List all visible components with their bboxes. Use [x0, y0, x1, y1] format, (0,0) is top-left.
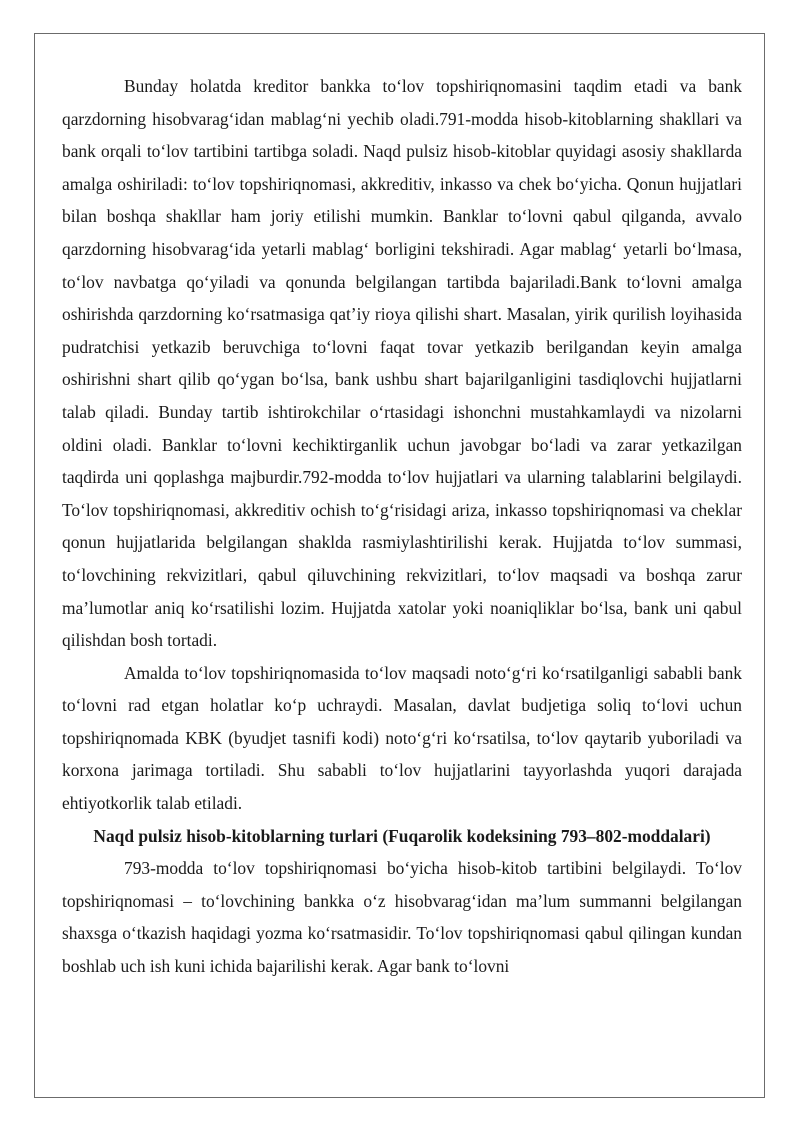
paragraph-1: Bunday holatda kreditor bankka to‘lov topshiriqnomasini taqdim etadi va bank qarzdorning hisobvarag‘idan mablag‘ni yechib oladi.791-modda hisob-kitoblarning shakllari va bank orqali to‘lov tartibini tartibga soladi. Naqd pulsiz hisob-kitoblar quyidagi asosiy shakllarda amalga oshiriladi: to‘lov topshiriqnomasi, akkreditiv, inkasso va chek bo‘yicha. Qonun hujjatlari bilan boshqa shakllar ham joriy etilishi mumkin. Banklar to‘lovni qabul qilganda, avvalo qarzdorning hisobvarag‘ida yetarli mablag‘ borligini tekshiradi. Agar mablag‘ yetarli bo‘lmasa, to‘lov navbatga qo‘yiladi va qonunda belgilangan tartibda bajariladi.Bank to‘lovni amalga oshirishda qarzdorning ko‘rsatmasiga qat’iy rioya qilishi shart. Masalan, yirik qurilish loyihasida pudratchisi yetkazib beruvchiga to‘lovni faqat tovar yetkazib berilgandan keyin amalga oshirishni shart qilib qo‘ygan bo‘lsa, bank ushbu shart bajarilganligini tasdiqlovchi hujjatlarni talab qiladi. Bunday tartib ishtirokchilar o‘rtasidagi ishonchni mustahkamlaydi va nizolarni oldini oladi. Banklar to‘lovni kechiktirganlik uchun javobgar bo‘ladi va zarar yetkazilgan taqdirda uni qoplashga majburdir.792-modda to‘lov hujjatlari va ularning talablarini belgilaydi. To‘lov topshiriqnomasi, akkreditiv ochish to‘g‘risidagi ariza, inkasso topshiriqnomasi va cheklar qonun hujjatlarida belgilangan shaklda rasmiylashtirilishi kerak. Hujjatda to‘lov summasi, to‘lovchining rekvizitlari, qabul qiluvchining rekvizitlari, to‘lov maqsadi va boshqa zarur ma’lumotlar aniq ko‘rsatilishi lozim. Hujjatda xatolar yoki noaniqliklar bo‘lsa, bank uni qabul qilishdan bosh tortadi. — [62, 76, 742, 651]
paragraph-2: Amalda to‘lov topshiriqnomasida to‘lov maqsadi noto‘g‘ri ko‘rsatilganligi sababli bank to‘lovni rad etgan holatlar ko‘p uchraydi. Masalan, davlat budjetiga soliq to‘lovi uchun topshiriqnomada KBK (byudjet tasnifi kodi) noto‘g‘ri ko‘rsatilsa, to‘lov qaytarib yuboriladi va korxona jarimaga tortiladi. Shu sababli to‘lov hujjatlarini tayyorlashda yuqori darajada ehtiyotkorlik talab etiladi. — [62, 662, 742, 814]
section-heading: Naqd pulsiz hisob-kitoblarning turlari (Fuqarolik kodeksining 793–802-moddalari) — [93, 825, 711, 846]
paragraph-3: 793-modda to‘lov topshiriqnomasi bo‘yicha hisob-kitob tartibini belgilaydi. To‘lov topshiriqnomasi – to‘lovchining bankka o‘z hisobvarag‘idan ma’lum summanni belgilangan shaxsga o‘tkazish haqidagi yozma ko‘rsatmasidir. To‘lov topshiriqnomasi qabul qilingan kundan boshlab uch ish kuni ichida bajarilishi kerak. Agar bank to‘lovni — [62, 858, 742, 977]
document-body — [62, 70, 742, 983]
